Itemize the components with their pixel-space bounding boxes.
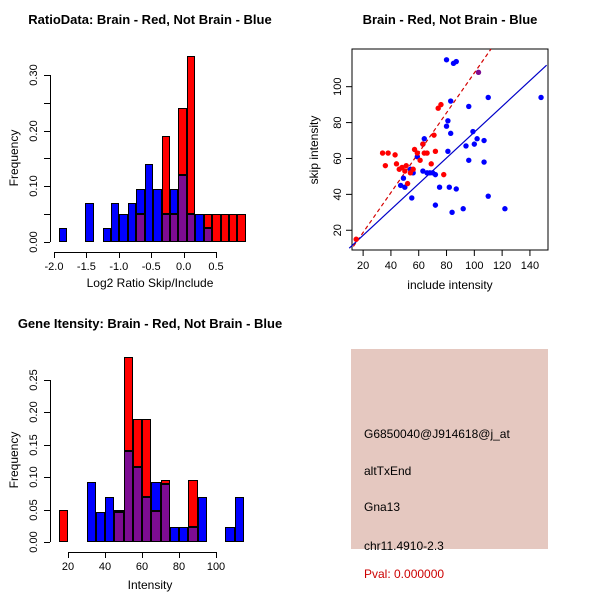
hist-bar-red (237, 214, 245, 242)
blue-data-point (486, 193, 491, 198)
scatter-xlabel: include intensity (407, 278, 493, 292)
x-tick-label: 60 (412, 260, 425, 272)
y-axis-tick (44, 131, 50, 132)
hist-bar-red (142, 419, 151, 497)
x-tick-label: 40 (98, 561, 112, 573)
x-axis-tick (105, 552, 106, 558)
x-tick-label: 20 (356, 260, 370, 272)
hist-bar-blue (119, 214, 127, 242)
blue-data-point (538, 95, 543, 100)
y-axis-tick (44, 510, 50, 511)
blue-data-point (447, 184, 452, 189)
pval-text: Pval: 0.000000 (364, 567, 445, 581)
hist-bar-blue (195, 214, 203, 242)
blue-data-point (445, 118, 450, 123)
blue-data-point (401, 176, 406, 181)
hist-bar-blue (128, 203, 136, 242)
blue-data-point (449, 210, 454, 215)
hist-bar-red (221, 214, 229, 242)
x-axis-line (54, 252, 216, 253)
red-data-point (420, 141, 425, 146)
ratio-histogram-ylabel: Frequency (7, 129, 21, 187)
x-tick-label: 80 (172, 561, 186, 573)
gene-intensity-plot (0, 300, 300, 600)
scatter-plot (300, 0, 600, 300)
hist-bar-blue (111, 203, 119, 242)
scatter-title: Brain - Red, Not Brain - Blue (362, 12, 538, 27)
hist-bar-red (114, 510, 123, 512)
hist-bar-overlap (188, 527, 197, 542)
blue-data-point (433, 202, 438, 207)
y-tick-label: 0.00 (28, 231, 40, 253)
x-axis-tick (216, 552, 217, 558)
blue-data-point (444, 57, 449, 62)
blue-data-point (486, 95, 491, 100)
hist-bar-red (162, 136, 170, 214)
gene-intensity-histogram-panel (0, 300, 300, 600)
y-axis-tick (44, 103, 50, 104)
blue-data-point (472, 141, 477, 146)
blue-data-point (502, 206, 507, 211)
x-axis-tick (216, 252, 217, 258)
y-tick-label: 0.05 (28, 498, 40, 521)
y-tick-label: 40 (332, 188, 344, 201)
blue-data-point (445, 149, 450, 154)
hist-bar-overlap (178, 175, 186, 242)
red-data-point (405, 181, 410, 186)
red-data-point (433, 149, 438, 154)
hist-bar-blue (105, 497, 114, 542)
y-axis-tick (44, 186, 50, 187)
x-tick-label: -0.5 (141, 261, 161, 273)
y-tick-label: 100 (332, 77, 344, 96)
y-tick-label: 0.10 (28, 466, 40, 488)
hist-bar-blue (136, 189, 144, 214)
y-tick-label: 20 (332, 224, 344, 237)
red-data-point (417, 158, 422, 163)
blue-data-point (454, 186, 459, 191)
overlap-data-point (476, 70, 481, 75)
x-tick-label: -1.5 (76, 261, 96, 273)
gene-intensity-ylabel: Frequency (7, 431, 21, 489)
y-axis-line (50, 75, 51, 242)
blue-data-point (470, 129, 475, 134)
hist-bar-red (124, 357, 133, 451)
hist-bar-overlap (114, 512, 123, 542)
x-axis-tick (86, 252, 87, 258)
y-axis-tick (44, 542, 50, 543)
y-axis-tick (44, 75, 50, 76)
blue-data-point (409, 195, 414, 200)
hist-bar-overlap (204, 228, 212, 242)
red-data-point (394, 161, 399, 166)
x-tick-label: 40 (384, 260, 398, 272)
ratio-histogram-panel (0, 0, 300, 300)
blue-data-point (454, 59, 459, 64)
y-axis-tick (44, 412, 50, 413)
probe-id-text: G6850040@J914618@j_at (364, 427, 510, 441)
hist-bar-red (133, 419, 142, 467)
y-axis-line (50, 380, 51, 542)
hist-bar-blue (85, 203, 93, 242)
scatter-panel (300, 0, 600, 300)
y-axis-tick (44, 158, 50, 159)
red-data-point (380, 150, 385, 155)
hist-bar-red (187, 56, 195, 215)
y-tick-label: 0.25 (28, 369, 40, 391)
hist-bar-overlap (162, 214, 170, 242)
ratio-histogram-title: RatioData: Brain - Red, Not Brain - Blue (28, 12, 272, 27)
x-axis-tick (68, 552, 69, 558)
hist-bar-blue (170, 189, 178, 214)
x-axis-tick (54, 252, 55, 258)
red-data-point (429, 161, 434, 166)
red-data-point (410, 167, 415, 172)
x-tick-label: 120 (492, 260, 512, 272)
x-tick-label: 80 (440, 260, 453, 272)
red-data-point (353, 237, 358, 242)
blue-data-point (433, 172, 438, 177)
hist-bar-overlap (161, 484, 170, 542)
location-text: chr11.4910-2.3 (364, 539, 444, 553)
red-data-point (415, 150, 420, 155)
y-axis-tick (44, 380, 50, 381)
hist-bar-red (59, 510, 68, 542)
x-tick-label: 60 (135, 561, 149, 573)
y-tick-label: 60 (332, 152, 344, 165)
y-tick-label: 0.20 (28, 119, 40, 142)
gene-info-panel (300, 300, 600, 600)
event-type-text: altTxEnd (364, 464, 412, 478)
ratio-histogram-xlabel: Log2 Ratio Skip/Include (86, 276, 214, 290)
x-tick-label: 0.5 (208, 261, 224, 273)
blue-data-point (448, 98, 453, 103)
x-axis-tick (151, 252, 152, 258)
blue-data-point (448, 131, 453, 136)
x-axis-tick (184, 252, 185, 258)
hist-bar-blue (179, 527, 188, 542)
x-axis-tick (142, 552, 143, 558)
hist-bar-red (204, 214, 212, 228)
blue-data-point (422, 136, 427, 141)
gene-info-box (351, 349, 548, 581)
y-tick-label: 0.00 (28, 531, 40, 553)
hist-bar-blue (59, 228, 67, 242)
y-tick-label: 0.15 (28, 434, 40, 456)
hist-bar-overlap (151, 511, 160, 542)
hist-bar-blue (103, 228, 111, 242)
hist-bar-blue (225, 527, 234, 542)
x-tick-label: 0.0 (175, 261, 192, 273)
y-tick-label: 0.20 (28, 401, 40, 424)
red-data-point (402, 168, 407, 173)
hist-bar-red (229, 214, 237, 242)
x-tick-label: 140 (520, 260, 540, 272)
red-data-point (441, 172, 446, 177)
hist-bar-blue (198, 497, 207, 542)
hist-bar-blue (170, 527, 179, 542)
y-axis-tick (44, 445, 50, 446)
gene-intensity-title: Gene Itensity: Brain - Red, Not Brain - Blue (17, 316, 283, 331)
x-axis-tick (179, 552, 180, 558)
hist-bar-red (178, 108, 186, 175)
red-data-point (383, 163, 388, 168)
x-tick-label: 100 (465, 260, 484, 272)
blue-data-point (437, 184, 442, 189)
red-data-point (438, 102, 443, 107)
x-tick-label: 20 (61, 561, 75, 573)
blue-data-point (461, 206, 466, 211)
gene-name-text: Gna13 (364, 500, 401, 514)
y-axis-tick (44, 242, 50, 243)
hist-bar-red (188, 480, 197, 527)
scatter-svg (300, 0, 600, 300)
hist-bar-blue (153, 189, 161, 242)
red-regression-line (353, 49, 491, 246)
blue-data-point (466, 104, 471, 109)
hist-bar-blue (151, 482, 160, 511)
hist-bar-overlap (136, 214, 144, 242)
hist-bar-blue (87, 482, 96, 542)
gene-intensity-xlabel: Intensity (127, 578, 173, 592)
scatter-ylabel: skip intensity (307, 115, 321, 185)
hist-bar-overlap (124, 451, 133, 542)
red-data-point (385, 150, 390, 155)
blue-data-point (474, 136, 479, 141)
hist-bar-overlap (133, 467, 142, 542)
y-axis-tick (44, 214, 50, 215)
y-tick-label: 0.10 (28, 175, 40, 198)
hist-bar-red (161, 480, 170, 484)
hist-bar-overlap (187, 214, 195, 242)
blue-data-point (398, 183, 403, 188)
hist-bar-blue (145, 164, 153, 242)
y-tick-label: 80 (332, 116, 344, 129)
x-tick-label: -2.0 (44, 261, 64, 273)
x-axis-tick (119, 252, 120, 258)
hist-bar-blue (96, 512, 105, 542)
hist-bar-blue (235, 497, 244, 542)
red-data-point (431, 132, 436, 137)
x-tick-label: -1.0 (109, 261, 129, 273)
y-axis-tick (44, 477, 50, 478)
blue-regression-line (349, 65, 546, 248)
red-data-point (424, 150, 429, 155)
ratio-histogram-plot (0, 0, 300, 300)
y-tick-label: 0.30 (28, 64, 40, 86)
hist-bar-red (212, 214, 220, 242)
blue-data-point (481, 138, 486, 143)
red-data-point (392, 152, 397, 157)
blue-data-point (463, 143, 468, 148)
x-tick-label: 100 (206, 561, 226, 573)
hist-bar-overlap (170, 214, 178, 242)
blue-data-point (481, 159, 486, 164)
red-data-point (404, 163, 409, 168)
blue-data-point (444, 123, 449, 128)
hist-bar-overlap (142, 497, 151, 542)
plot-box (352, 49, 548, 250)
blue-data-point (466, 158, 471, 163)
